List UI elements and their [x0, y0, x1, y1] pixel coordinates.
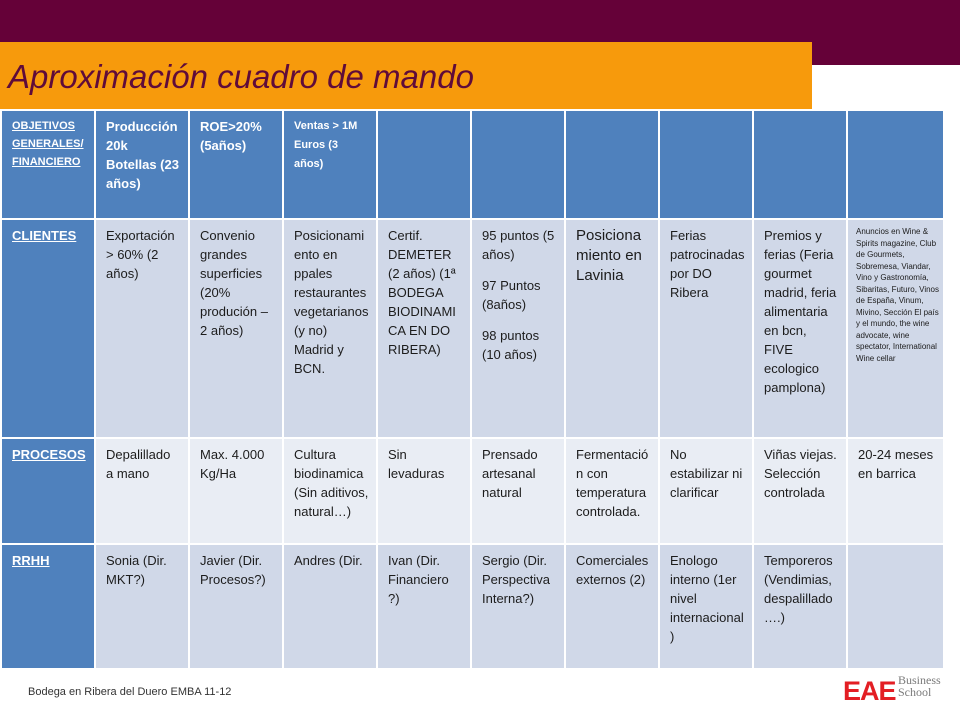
table-cell: Depalillado a mano [95, 438, 189, 544]
table-cell: Ferias patrocinadas por DO Ribera [659, 219, 753, 438]
row-label-rrhh[interactable]: RRHH [1, 544, 95, 669]
row-rrhh [1, 544, 944, 669]
table-cell: Sonia (Dir. MKT?) [95, 544, 189, 669]
header-cell [471, 110, 565, 219]
table-cell: Fermentación con temperatura controlada. [565, 438, 659, 544]
table-cell: Max. 4.000 Kg/Ha [189, 438, 283, 544]
table-cell: 20-24 meses en barrica [847, 438, 944, 544]
page-title: Aproximación cuadro de mando [8, 58, 474, 95]
table-cell [471, 219, 565, 438]
header-cell: Producción 20k Botellas (23 años) [95, 110, 189, 219]
header-cell: Ventas > 1M Euros (3 años) [283, 110, 377, 219]
footer-note: Bodega en Ribera del Duero EMBA 11-12 [28, 686, 232, 698]
table-cell: Comerciales externos (2) [565, 544, 659, 669]
row-procesos [1, 438, 944, 544]
table-cell: No estabilizar ni clarificar [659, 438, 753, 544]
row-clientes [1, 219, 944, 438]
table-cell: Enologo interno (1er nivel internacional) [659, 544, 753, 669]
table-cell: Temporeros (Vendimias, despalillado ….) [753, 544, 847, 669]
header-cell [565, 110, 659, 219]
table-cell: Anuncios en Wine & Spirits magazine, Club de Gourmets, Sobremesa, Viandar, Vino y Gastronomía, Sibaritas, Futuro, Vinos de España, Vinum, Mivino, Sección El país y el mundo, the wine advocate, wine spectator, International Wine cellar [847, 219, 944, 438]
logo-text: Business School [898, 673, 941, 699]
score-8-years: 97 Puntos (8años) [482, 278, 541, 312]
table-cell: Convenio grandes superficies (20% produción – 2 años) [189, 219, 283, 438]
logo-mark: EAE [843, 676, 896, 706]
scorecard-table [0, 109, 945, 670]
score-10-years: 98 puntos (10 años) [482, 328, 540, 362]
table-cell: Posicionamiento en Lavinia [565, 219, 659, 438]
header-cell [377, 110, 471, 219]
table-cell: Certif. DEMETER (2 años) (1ª BODEGA BIODINAMICA EN DO RIBERA) [377, 219, 471, 438]
table-cell: Exportación > 60% (2 años) [95, 219, 189, 438]
table-cell [847, 544, 944, 669]
table-cell: Sergio (Dir. Perspectiva Interna?) [471, 544, 565, 669]
table-cell: Posicionamiento en ppales restaurantes vegetarianos (y no) Madrid y BCN. [283, 219, 377, 438]
table-cell: Prensado artesanal natural [471, 438, 565, 544]
header-cell [847, 110, 944, 219]
header-cell [659, 110, 753, 219]
header-cell: ROE>20% (5años) [189, 110, 283, 219]
row-label-objetivos[interactable]: OBJETIVOS GENERALES/ FINANCIERO [1, 110, 95, 219]
table-cell: Sin levaduras [377, 438, 471, 544]
table-cell: Ivan (Dir. Financiero ?) [377, 544, 471, 669]
table-cell: Viñas viejas. Selección controlada [753, 438, 847, 544]
header-row [1, 110, 944, 219]
table-cell: Cultura biodinamica (Sin aditivos, natural…) [283, 438, 377, 544]
table-cell: Andres (Dir. [283, 544, 377, 669]
eae-logo [843, 674, 953, 710]
row-label-procesos[interactable]: PROCESOS [1, 438, 95, 544]
table-cell: Premios y ferias (Feria gourmet madrid, feria alimentaria en bcn, FIVE ecologico pamplona) [753, 219, 847, 438]
table-cell: Javier (Dir. Procesos?) [189, 544, 283, 669]
score-5-years: 95 puntos (5 años) [482, 228, 555, 262]
row-label-clientes[interactable]: CLIENTES [1, 219, 95, 438]
header-cell [753, 110, 847, 219]
